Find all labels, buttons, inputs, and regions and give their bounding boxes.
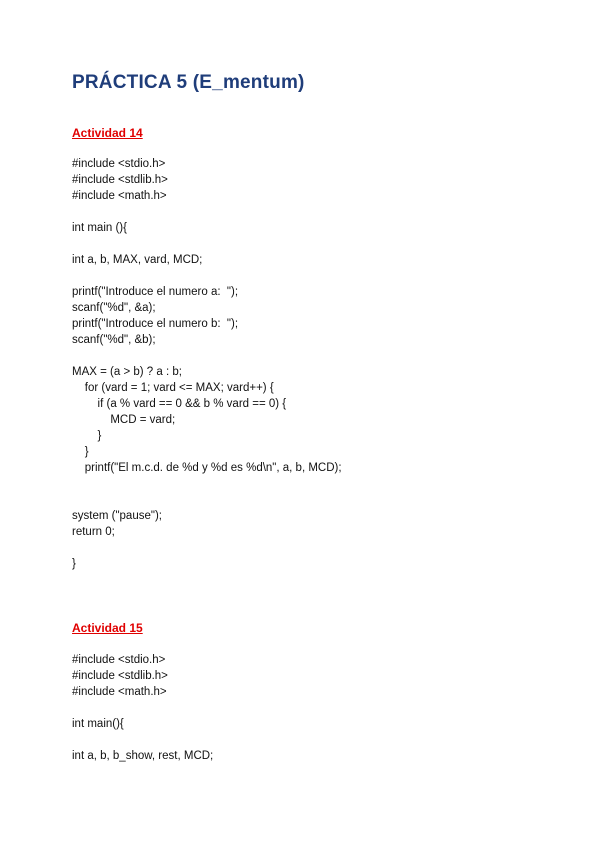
code-line: MAX = (a > b) ? a : b; (72, 366, 182, 378)
code-line: scanf("%d", &a); (72, 302, 156, 314)
code-line: } (72, 558, 76, 570)
code-line: int main(){ (72, 718, 124, 730)
code-line: int main (){ (72, 222, 127, 234)
section-heading-actividad-15: Actividad 15 (72, 621, 143, 635)
code-line: #include <stdlib.h> (72, 174, 168, 186)
code-line: scanf("%d", &b); (72, 334, 156, 346)
code-line: #include <stdio.h> (72, 158, 166, 170)
code-line: } (72, 446, 89, 458)
code-line: #include <stdlib.h> (72, 670, 168, 682)
code-line: if (a % vard == 0 && b % vard == 0) { (72, 398, 287, 410)
code-line: #include <math.h> (72, 190, 167, 202)
code-line: int a, b, MAX, vard, MCD; (72, 254, 203, 266)
code-line: for (vard = 1; vard <= MAX; vard++) { (72, 382, 274, 394)
code-line: printf("El m.c.d. de %d y %d es %d\n", a, b, MCD); (72, 462, 342, 474)
code-line: #include <math.h> (72, 686, 167, 698)
code-line: printf("Introduce el numero b: "); (72, 318, 239, 330)
code-line: int a, b, b_show, rest, MCD; (72, 750, 214, 762)
code-line: } (72, 430, 102, 442)
page-title: PRÁCTICA 5 (E_mentum) (72, 72, 305, 93)
code-line: return 0; (72, 526, 115, 538)
code-line: MCD = vard; (72, 414, 176, 426)
code-line: system ("pause"); (72, 510, 162, 522)
code-line: #include <stdio.h> (72, 654, 166, 666)
section-heading-actividad-14: Actividad 14 (72, 126, 143, 140)
code-line: printf("Introduce el numero a: "); (72, 286, 239, 298)
